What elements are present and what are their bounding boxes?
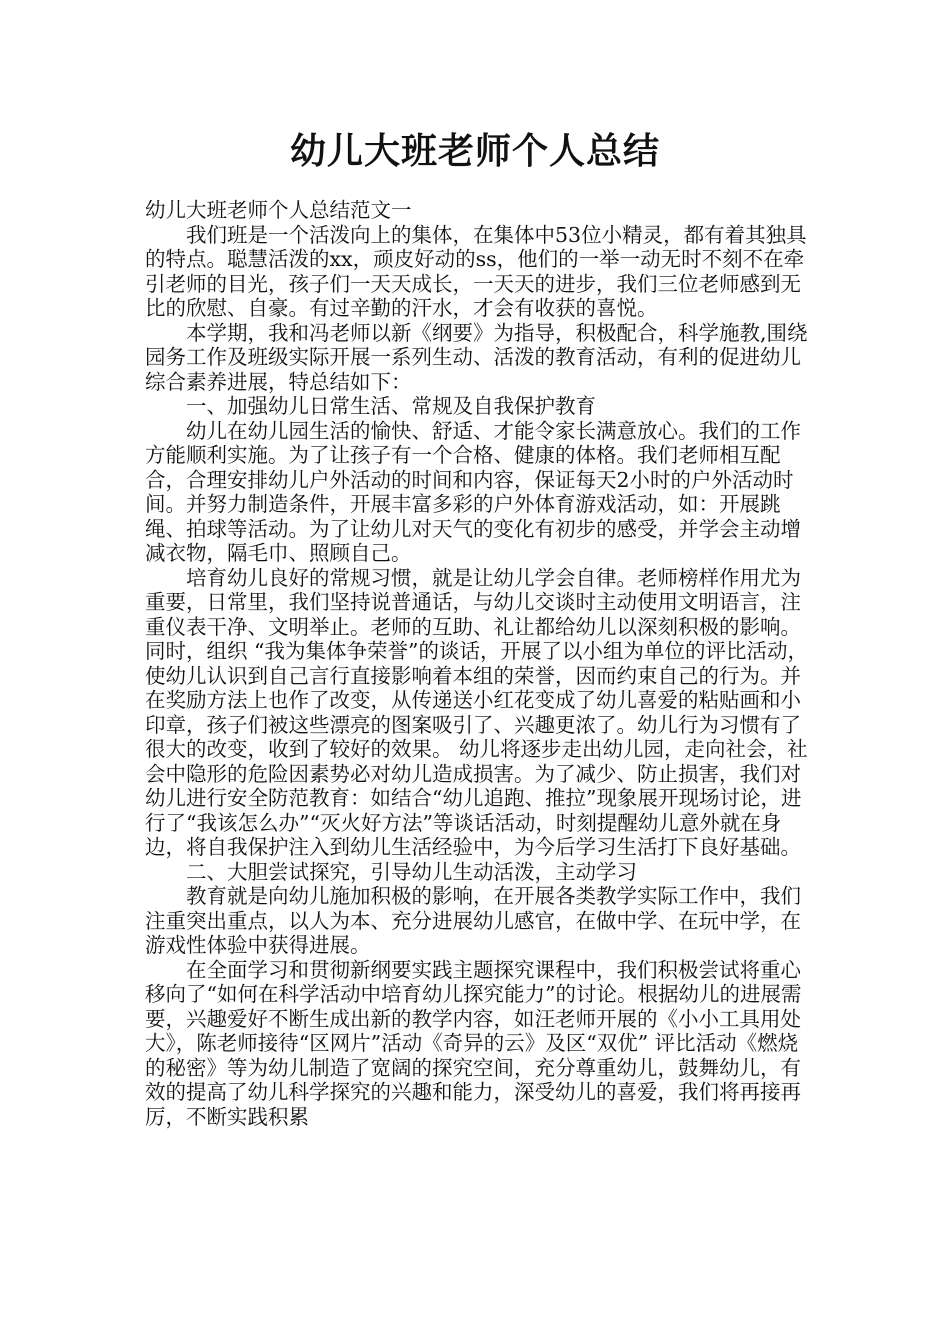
- paragraph: 教育就是向幼儿施加积极的影响，在开展各类教学实际工作中，我们注重突出重点，以人为本、充分进展幼儿感官，在做中学、在玩中学，在游戏性体验中获得进展。: [145, 884, 801, 957]
- section-heading: 一、加强幼儿日常生活、常规及自我保护教育: [186, 394, 596, 418]
- paragraph: 我们班是一个活泼向上的集体，在集体中53位小精灵，都有着其独具的特点。聪慧活泼的xx，顽皮好动的ss，他们的一举一动无时不刻不在牵引老师的目光，孩子们一天天成长，一天天的进步，我们三位老师感到无比的欣慰、自豪。有过辛勤的汗水，才会有收获的喜悦。: [145, 222, 807, 320]
- paragraph: 培育幼儿良好的常规习惯，就是让幼儿学会自律。老师榜样作用尤为重要，日常里，我们坚持说普通话，与幼儿交谈时主动使用文明语言，注重仪表干净、文明举止。老师的互助、礼让都给幼儿以深刻积极的影响。同时，组织 “我为集体争荣誉”的谈话，开展了以小组为单位的评比活动，使幼儿认识到自己言行直接影响着本组的荣誉，因而约束自己的行为。并在奖励方法上也作了改变，从传递送小红花变成了幼儿喜爱的粘贴画和小印章，孩子们被这些漂亮的图案吸引了、兴趣更浓了。幼儿行为习惯有了很大的改变，收到了较好的效果。 幼儿将逐步走出幼儿园，走向社会，社会中隐形的危险因素势必对幼儿造成损害。为了减少、防止损害，我们对幼儿进行安全防范教育：如结合“幼儿追跑、推拉”现象展开现场讨论，进行了“我该怎么办”“灭火好方法”等谈话活动，时刻提醒幼儿意外就在身边，将自我保护注入到幼儿生活经验中，为今后学习生活打下良好基础。: [145, 565, 808, 859]
- paragraph: 本学期，我和冯老师以新《纲要》为指导，积极配合，科学施教,围绕园务工作及班级实际开展一系列生动、活泼的教育活动，有利的促进幼儿综合素养进展，特总结如下：: [145, 320, 808, 394]
- document-title: 幼儿大班老师个人总结: [289, 130, 660, 172]
- paragraph: 在全面学习和贯彻新纲要实践主题探究课程中，我们积极尝试将重心移向了“如何在科学活动中培育幼儿探究能力”的讨论。根据幼儿的进展需要，兴趣爱好不断生成出新的教学内容，如汪老师开展的《小小工具用处大》，陈老师接待“区网片”活动《奇异的云》及区“双优” 评比活动《燃烧的秘密》等为幼儿制造了宽阔的探究空间，充分尊重幼儿，鼓舞幼儿，有效的提高了幼儿科学探究的兴趣和能力，深受幼儿的喜爱，我们将再接再厉，不断实践积累: [145, 957, 802, 1129]
- document-body: [145, 198, 813, 1129]
- paragraph: 幼儿在幼儿园生活的愉快、舒适、才能令家长满意放心。我们的工作方能顺利实施。为了让孩子有一个合格、健康的体格。我们老师相互配合，合理安排幼儿户外活动的时间和内容，保证每天2小时的户外活动时间。并努力制造条件，开展丰富多彩的户外体育游戏活动，如：开展跳绳、拍球等活动。为了让幼儿对天气的变化有初步的感受，并学会主动增减衣物，隔毛巾、照顾自己。: [145, 418, 801, 565]
- section-heading: 二、大胆尝试探究，引导幼儿生动活泼，主动学习: [186, 859, 637, 884]
- document-subtitle: 幼儿大班老师个人总结范文一: [145, 198, 412, 222]
